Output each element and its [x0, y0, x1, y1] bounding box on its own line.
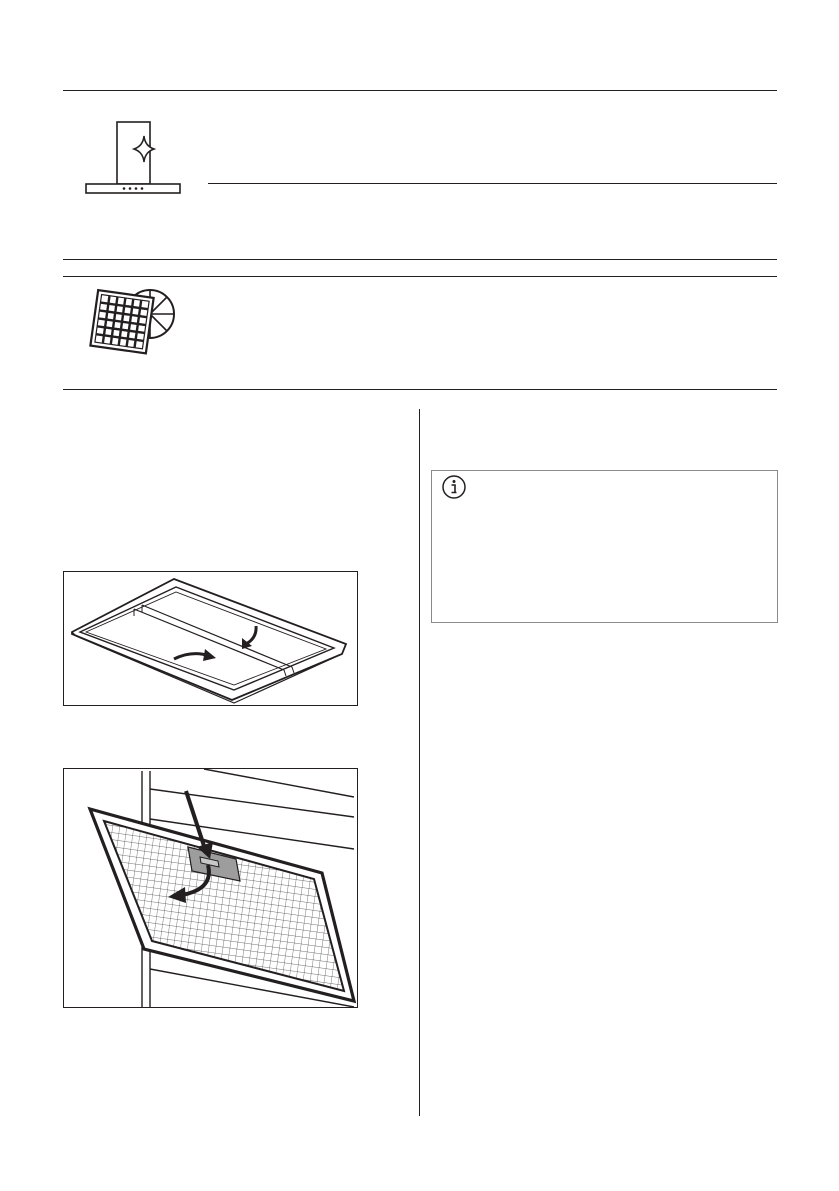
section-rule-upper — [63, 259, 777, 260]
hood-sparkle-icon — [84, 118, 182, 198]
hood-panel-arrows-icon — [64, 572, 357, 705]
carbon-section-rule — [63, 389, 777, 390]
info-icon — [441, 474, 467, 500]
carbon-filter-fan-icon — [80, 284, 176, 360]
info-note-box — [431, 470, 778, 623]
section-rule-lower — [63, 276, 777, 277]
grease-filter-tab-icon — [64, 769, 357, 1007]
hood-section-rule — [208, 183, 777, 184]
figure-grease-filter-release — [63, 768, 358, 1008]
column-divider — [419, 409, 420, 1116]
figure-hood-panel-removal — [63, 571, 358, 706]
top-rule — [63, 90, 777, 91]
